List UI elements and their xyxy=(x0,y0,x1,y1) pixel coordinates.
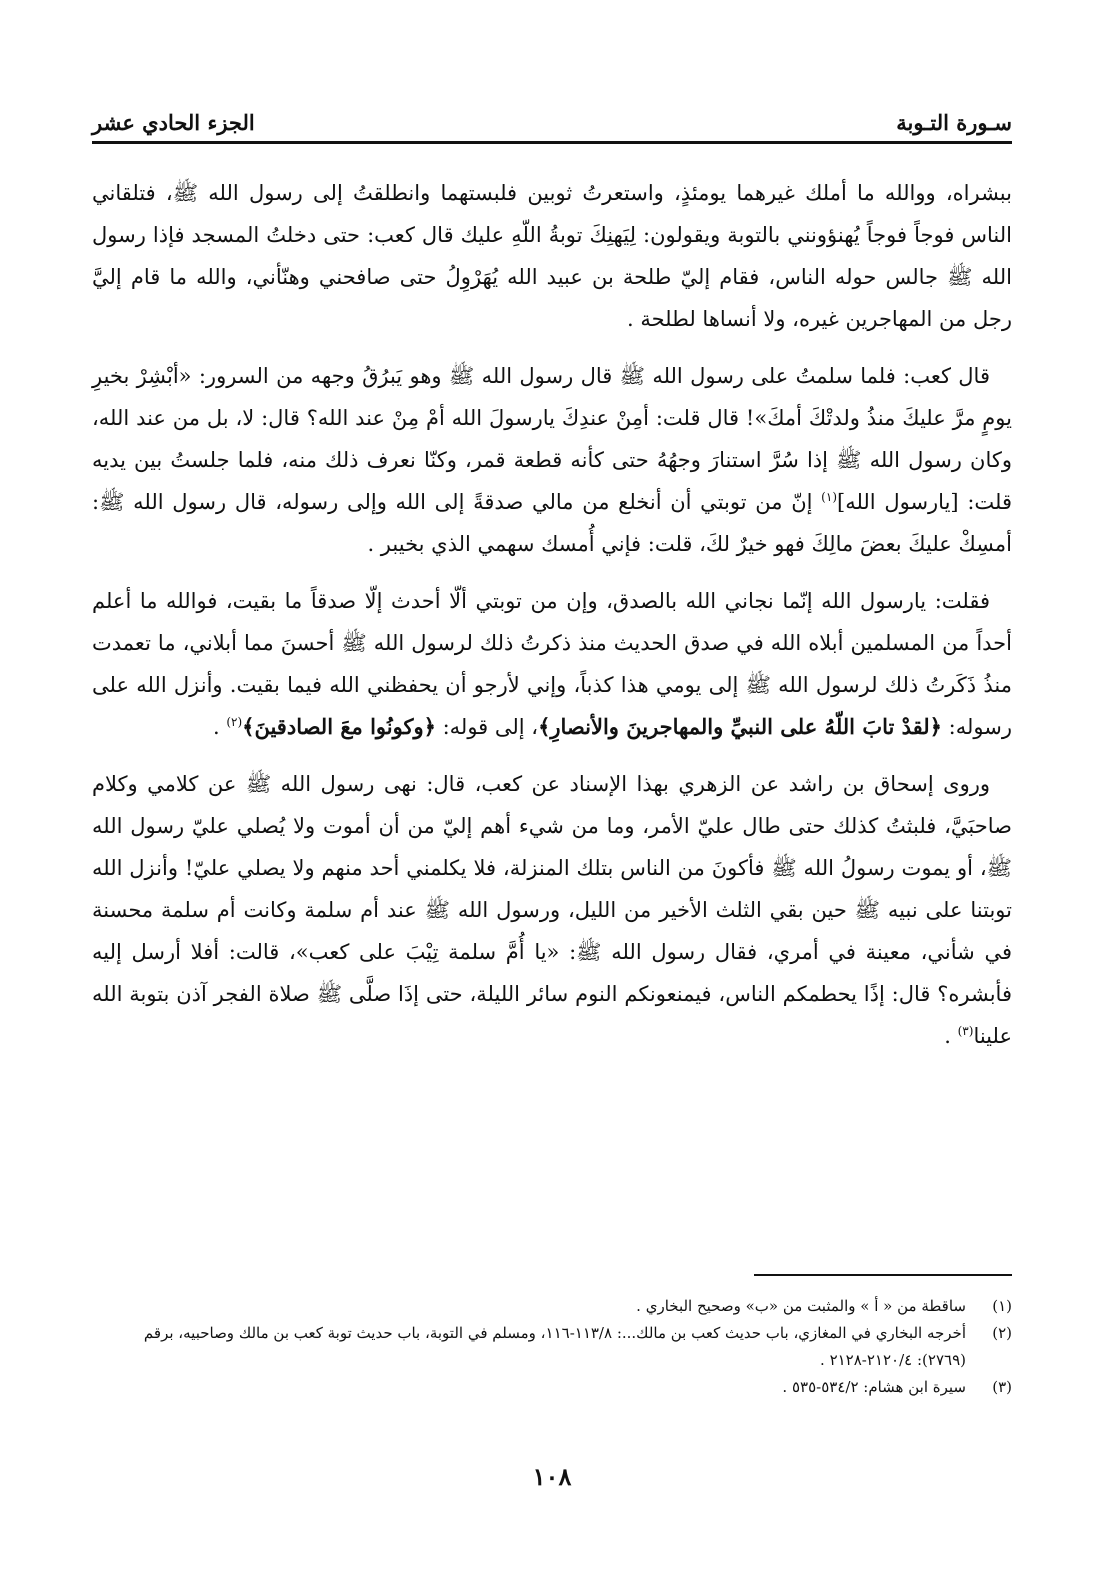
paragraph-2-text-a: قال كعب: فلما سلمتُ على رسول الله ﷺ قال رسول الله ﷺ وهو يَبرُقُ وجهه من السرور: «أبْشِرْ بخيرِ يومٍ مرَّ عليكَ منذُ ولدتْكَ أمكَ»! قال قلت: أمِنْ عندِكَ يارسولَ الله أمْ مِنْ عند الله؟ قال: لا، بل من عند الله، وكان رسول الله ﷺ إذا سُرَّ استنارَ وجهُهُ حتى كأنه قطعة قمر، وكنّا نعرف ذلك منه، فلما جلستُ بين يديه قلت: [يارسول الله] xyxy=(92,364,1013,514)
footnote-item xyxy=(92,1293,1012,1320)
footnote-ref-3: (٣) xyxy=(957,1024,974,1038)
paragraph-3-text-a: فقلت: يارسول الله إنّما نجاني الله بالصدق، وإن من توبتي ألّا أحدث إلّا صدقاً ما بقيت، فوالله ما أعلم أحداً من المسلمين أبلاه الله في صدق الحديث منذ ذكرتُ ذلك لرسول الله ﷺ أحسنَ مما أبلاني، ما تعمدت منذُ ذَكَرتُ ذلك لرسول الله ﷺ إلى يومي هذا كذباً، وإني لأرجو أن يحفظني الله فيما بقيت. وأنزل الله على رسوله: xyxy=(92,589,1012,739)
footnote-text: ساقطة من « أ » والمثبت من «ب» وصحيح البخاري . xyxy=(636,1297,966,1315)
paragraph-3-text-c: . xyxy=(212,715,227,739)
footnote-number: (٣) xyxy=(992,1378,1012,1396)
surah-title: سـورة التـوبة xyxy=(896,110,1012,135)
footnote-rule xyxy=(754,1274,1012,1276)
main-text xyxy=(92,172,1012,1072)
paragraph-4 xyxy=(92,763,1012,1057)
footnotes xyxy=(92,1293,1012,1401)
paragraph-3-text-b: ، إلى قوله: xyxy=(435,715,539,739)
footnote-text: سيرة ابن هشام: ٥٣٤/٢-٥٣٥ . xyxy=(782,1378,966,1396)
quran-verse-2: ﴿وكونُوا معَ الصادقينَ﴾ xyxy=(242,714,436,739)
paragraph-4-text-b: . xyxy=(944,1024,958,1048)
running-head xyxy=(92,95,1012,135)
paragraph-2 xyxy=(92,355,1012,565)
footnote-item xyxy=(92,1320,1012,1374)
footnote-text: أخرجه البخاري في المغازي، باب حديث كعب بن مالك...: ١١٣/٨-١١٦، ومسلم في التوبة، باب حديث توبة كعب بن مالك وصاحبيه، برقم (٢٧٦٩): ٢١٢٠/٤-٢١٢٨ . xyxy=(143,1324,966,1369)
footnote-number: (٢) xyxy=(992,1324,1012,1342)
paragraph-1: ببشراه، ووالله ما أملك غيرهما يومئذٍ، واستعرتُ ثوبين فلبستهما وانطلقتُ إلى رسول الله ﷺ، فتلقاني الناس فوجاً فوجاً يُهنؤونني بالتوبة ويقولون: لِيَهنِكَ توبةُ اللّهِ عليك قال كعب: حتى دخلتُ المسجد فإذا رسول الله ﷺ جالس حوله الناس، فقام إليّ طلحة بن عبيد الله يُهَرْوِلُ حتى صافحني وهنّأني، والله ما قام إليَّ رجل من المهاجرين غيره، ولا أنساها لطلحة . xyxy=(92,181,1012,331)
quran-verse-1: ﴿لقدْ تابَ اللّهُ على النبيِّ والمهاجرينَ والأنصارِ﴾ xyxy=(538,714,942,739)
juz-title: الجزء الحادي عشر xyxy=(92,110,255,135)
paragraph-2-text-b: إنّ من توبتي أن أنخلع من مالي صدقةً إلى الله وإلى رسوله، قال رسول الله ﷺ: أمسِكْ عليكَ بعضَ مالِكَ فهو خيرٌ لكَ، قلت: فإني أُمسك سهمي الذي بخيبر . xyxy=(92,490,1012,556)
footnote-ref-2: (٢) xyxy=(226,715,243,729)
footnote-ref-1: (١) xyxy=(821,490,837,504)
paragraph-3 xyxy=(92,580,1012,748)
footnote-number: (١) xyxy=(992,1297,1012,1315)
footnote-item xyxy=(92,1374,1012,1401)
page-number: ١٠٨ xyxy=(532,1462,572,1491)
header-rule xyxy=(92,141,1012,144)
paragraph-4-text-a: وروى إسحاق بن راشد عن الزهري بهذا الإسناد عن كعب، قال: نهى رسول الله ﷺ عن كلامي وكلام صاحبَيَّ، فلبثتُ كذلك حتى طال عليّ الأمر، وما من شيء أهم إليّ من أن أموت ولا يُصلي عليّ رسول الله ﷺ، أو يموت رسولُ الله ﷺ فأكونَ من الناس بتلك المنزلة، فلا يكلمني أحد منهم ولا يصلي عليّ! وأنزل الله توبتنا على نبيه ﷺ حين بقي الثلث الأخير من الليل، ورسول الله ﷺ عند أم سلمة وكانت أم سلمة محسنة في شأني، معينة في أمري، فقال رسول الله ﷺ: «يا أُمَّ سلمة تِيْبَ على كعب»، قالت: أفلا أرسل إليه فأبشره؟ قال: إذًا يحطمكم الناس، فيمنعونكم النوم سائر الليلة، حتى إذَا صلَّى ﷺ صلاة الفجر آذن بتوبة الله علينا xyxy=(92,772,1012,1048)
